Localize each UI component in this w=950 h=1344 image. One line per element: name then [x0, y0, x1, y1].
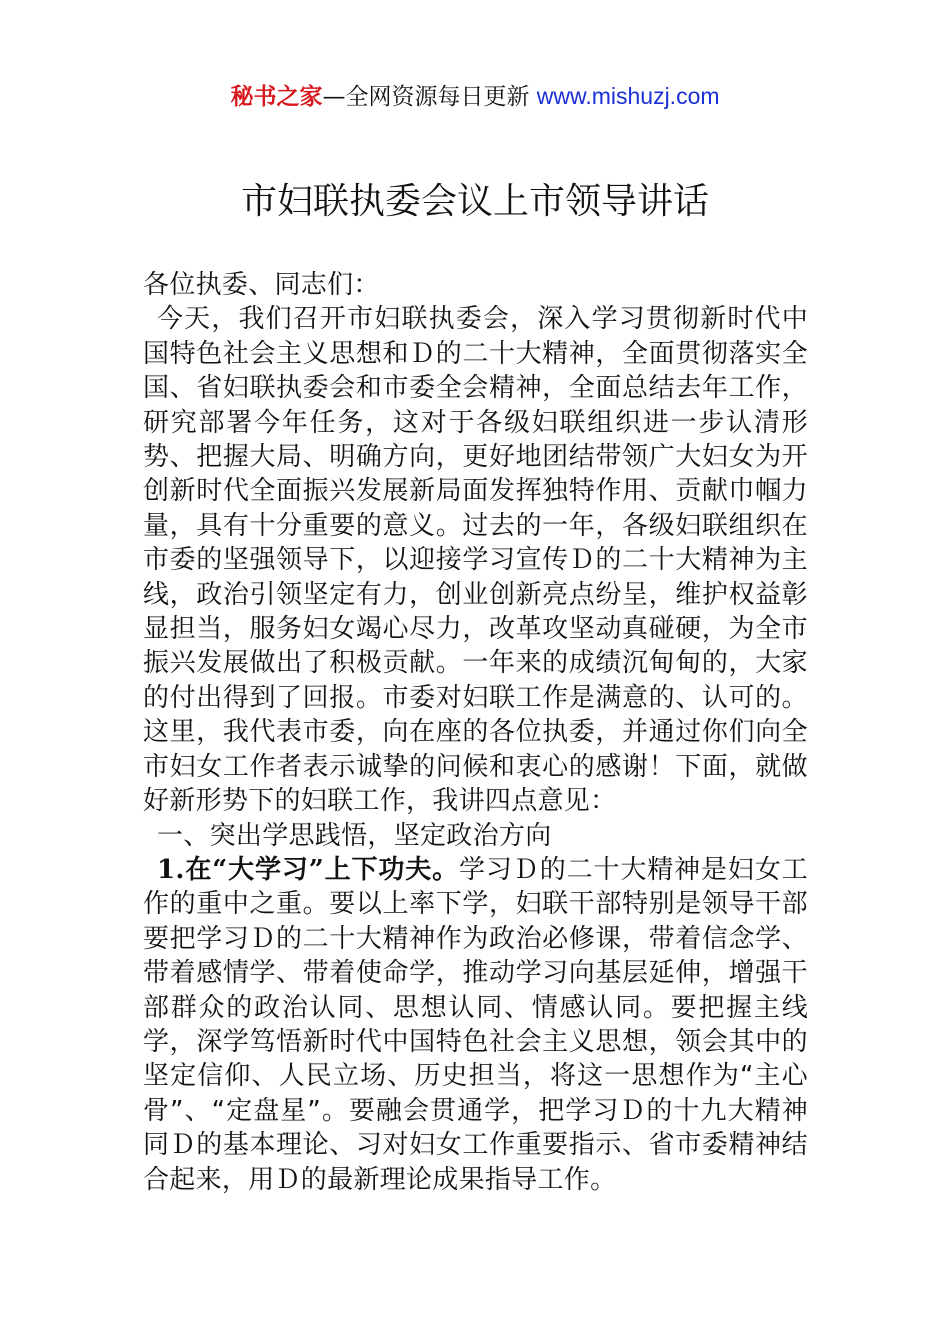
document-title: 市妇联执委会议上市领导讲话	[240, 181, 709, 222]
site-tagline: —全网资源每日更新	[322, 84, 537, 110]
intro-paragraph: 今天，我们召开市妇联执委会，深入学习贯彻新时代中国特色社会主义思想和Ｄ的二十大精神，全面贯彻落实全国、省妇联执委会和市委全会精神，全面总结去年工作，研究部署今年任务，这对于各级妇联组织进一步认清形势、把握大局、明确方向，更好地团结带领广大妇女为开创新时代全面振兴发展新局面发挥独特作用、贡献巾帼力量，具有十分重要的意义。过去的一年，各级妇联组织在市委的坚强领导下，以迎接学习宣传Ｄ的二十大精神为主线，政治引领坚定有力，创业创新亮点纷呈，维护权益彰显担当，服务妇女竭心尽力，改革攻坚动真碰硬，为全市振兴发展做出了积极贡献。一年来的成绩沉甸甸的，大家的付出得到了回报。市委对妇联工作是满意的、认可的。这里，我代表市委，向在座的各位执委，并通过你们向全市妇女工作者表示诚挚的问候和衷心的感谢！下面，就做好新形势下的妇联工作，我讲四点意见：	[143, 304, 808, 817]
document-body	[143, 268, 808, 1197]
section-heading: 一、突出学思践悟，坚定政治方向	[157, 820, 552, 851]
site-brand: 秘书之家	[230, 84, 323, 110]
point-lead: 1.在“大学习”上下功夫。	[157, 854, 460, 885]
point-paragraph	[143, 853, 808, 1197]
salutation: 各位执委、同志们：	[143, 270, 380, 300]
site-header	[0, 80, 950, 113]
site-url-link[interactable]: www.mishuzj.com	[536, 83, 720, 109]
point-body: 学习Ｄ的二十大精神是妇女工作的重中之重。要以上率下学，妇联干部特别是领导干部要把学习Ｄ的二十大精神作为政治必修课，带着信念学、带着感情学、带着使命学，推动学习向基层延伸，增强干部群众的政治认同、思想认同、情感认同。要把握主线学，深学笃悟新时代中国特色社会主义思想，领会其中的坚定信仰、人民立场、历史担当，将这一思想作为“主心骨”、“定盘星”。要融会贯通学，把学习Ｄ的十九大精神同Ｄ的基本理论、习对妇女工作重要指示、省市委精神结合起来，用Ｄ的最新理论成果指导工作。	[143, 854, 809, 1195]
